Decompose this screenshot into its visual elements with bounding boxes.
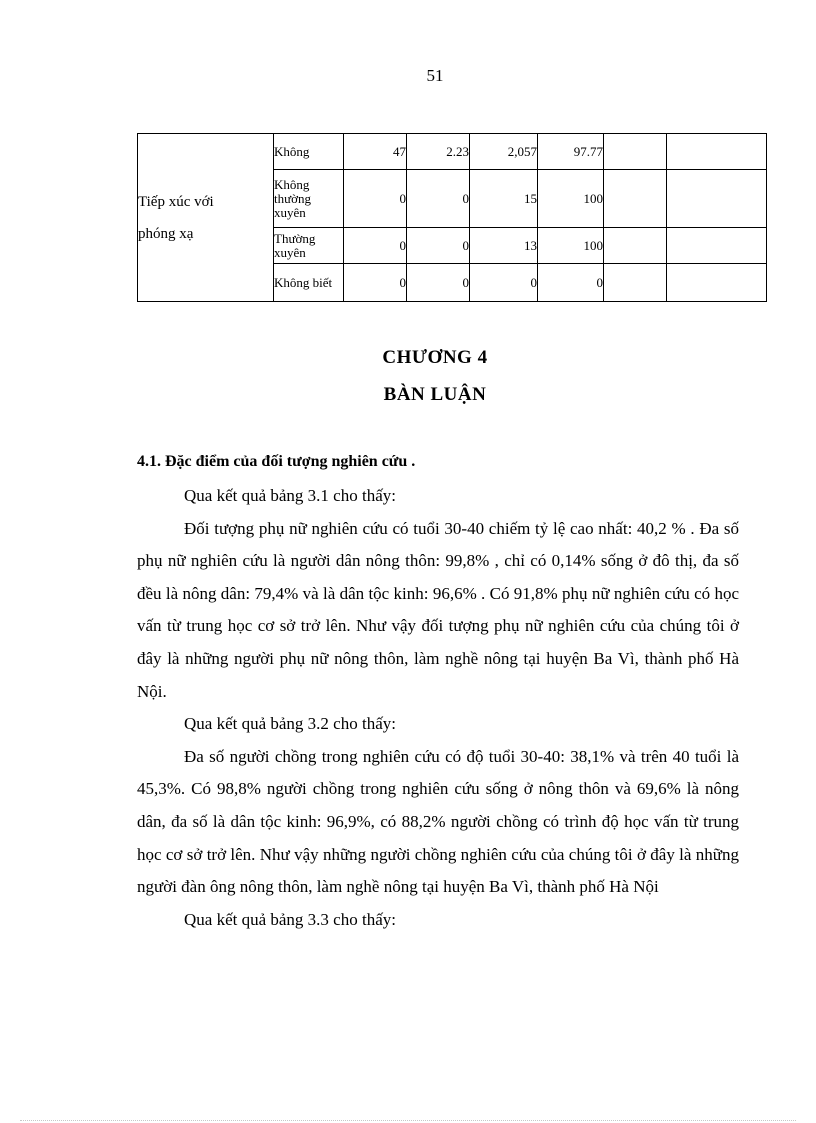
table-cell: 0 xyxy=(407,170,470,228)
table-cell: 0 xyxy=(344,170,407,228)
table-cell: 100 xyxy=(538,170,604,228)
section-heading: 4.1. Đặc điểm của đối tượng nghiên cứu . xyxy=(137,453,416,470)
row-sub-label: Không thường xuyên xyxy=(274,170,344,228)
data-table xyxy=(137,133,767,302)
table-cell xyxy=(667,134,767,170)
table-cell xyxy=(604,228,667,264)
table-cell: 0 xyxy=(538,264,604,302)
table-cell: 97.77 xyxy=(538,134,604,170)
table-cell: 2,057 xyxy=(470,134,538,170)
page-number: 51 xyxy=(426,66,444,85)
table-row xyxy=(138,134,767,170)
table-cell: 0 xyxy=(407,228,470,264)
row-group-label-line1: Tiếp xúc với xyxy=(138,193,214,210)
row-sub-label: Thường xuyên xyxy=(274,228,344,264)
table-cell: 15 xyxy=(470,170,538,228)
chapter-number: CHƯƠNG 4 xyxy=(382,347,488,368)
body-text xyxy=(137,480,739,936)
page-bottom-rule xyxy=(20,1120,796,1121)
paragraph: Đối tượng phụ nữ nghiên cứu có tuổi 30-40 chiếm tỷ lệ cao nhất: 40,2 % . Đa số phụ nữ nghiên cứu là người dân nông thôn: 99,8% , chỉ có 0,14% sống ở đô thị, đa số đều là nông dân: 79,4% và là dân tộc kinh: 96,6% . Có 91,8% phụ nữ nghiên cứu có học vấn từ trung học cơ sở trở lên. Như vậy đối tượng phụ nữ nghiên cứu của chúng tôi ở đây là những người phụ nữ nông thôn, làm nghề nông tại huyện Ba Vì, thành phố Hà Nội. xyxy=(137,518,739,701)
paragraph: Qua kết quả bảng 3.1 cho thấy: xyxy=(184,486,396,505)
table-cell xyxy=(604,134,667,170)
row-group-label xyxy=(138,134,274,302)
table-cell: 47 xyxy=(344,134,407,170)
table-cell xyxy=(667,264,767,302)
paragraph: Đa số người chồng trong nghiên cứu có độ tuổi 30-40: 38,1% và trên 40 tuổi là 45,3%. Có 98,8% người chồng trong nghiên cứu sống ở nông thôn và 69,6% là nông dân, đa số là dân tộc kinh: 96,9%, có 88,2% người chồng có trình độ học vấn từ trung học cơ sở trở lên. Như vậy những người chồng nghiên cứu của chúng tôi ở đây là những người đàn ông nông thôn, làm nghề nông tại huyện Ba Vì, thành phố Hà Nội xyxy=(137,746,739,897)
row-sub-label: Không biết xyxy=(274,264,344,302)
row-sub-label: Không xyxy=(274,134,344,170)
table-cell: 0 xyxy=(470,264,538,302)
chapter-title: BÀN LUẬN xyxy=(383,384,487,405)
table-cell: 2.23 xyxy=(407,134,470,170)
table-cell xyxy=(667,170,767,228)
table-cell xyxy=(604,264,667,302)
paragraph: Qua kết quả bảng 3.2 cho thấy: xyxy=(184,714,396,734)
table-cell: 0 xyxy=(344,228,407,264)
table-cell xyxy=(604,170,667,228)
row-group-label-line2: phóng xạ xyxy=(138,225,194,242)
table-cell: 0 xyxy=(407,264,470,302)
table-cell: 100 xyxy=(538,228,604,264)
paragraph: Qua kết quả bảng 3.3 cho thấy: xyxy=(184,909,396,929)
table-cell: 13 xyxy=(470,228,538,264)
table-cell xyxy=(667,228,767,264)
table-cell: 0 xyxy=(344,264,407,302)
